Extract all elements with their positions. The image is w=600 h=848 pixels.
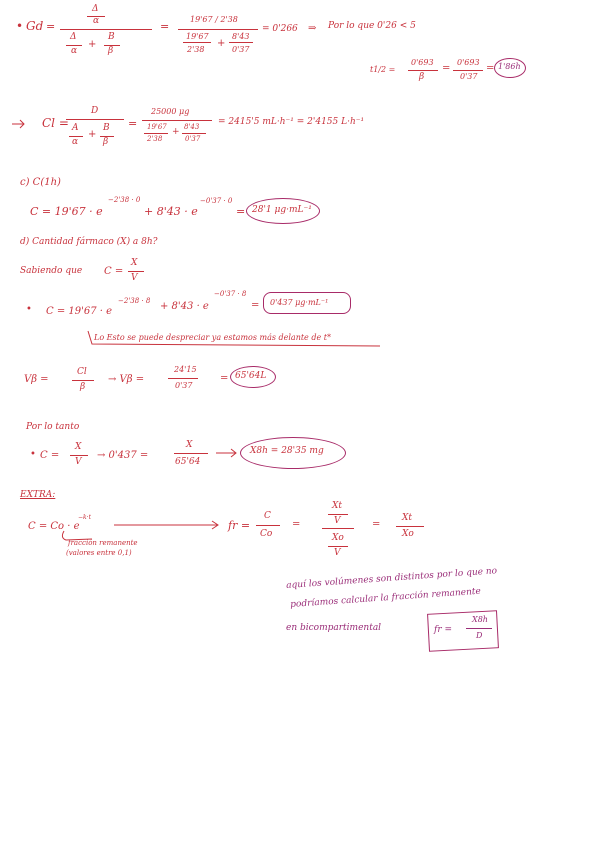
- d-note: Lo Esto se puede despreciar ya estamos más delante de t*: [94, 333, 331, 342]
- xo: Xo: [332, 533, 344, 543]
- vbeta-num2: 24'15: [174, 365, 197, 374]
- cl-label: Cl =: [42, 116, 69, 130]
- delta-top: Δ: [92, 4, 99, 14]
- bullet: •: [26, 304, 32, 315]
- vbeta-equals: =: [220, 373, 229, 384]
- alpha-top: α: [93, 16, 100, 26]
- thalf-label: t1/2 =: [370, 65, 396, 74]
- section-d-heading: d) Cantidad fármaco (X) a 8h?: [20, 237, 158, 247]
- alpha-denominator: α: [72, 137, 79, 147]
- extra-heading: EXTRA:: [20, 490, 56, 500]
- a-numerator: A: [72, 123, 79, 133]
- plus-sign: +: [217, 38, 226, 49]
- plus-sign: +: [172, 127, 180, 137]
- knowing-c: C =: [104, 266, 124, 277]
- bullet: •: [16, 19, 24, 33]
- fr-box-den: D: [476, 631, 483, 640]
- x-numerator: X: [186, 440, 193, 450]
- d-equation-mid: + 8'43 · e: [160, 301, 209, 312]
- b-numerator: 8'43: [184, 123, 200, 131]
- fraction-bar: [328, 514, 348, 515]
- xo-2: Xo: [402, 529, 414, 539]
- a-numerator: 19'67: [186, 32, 209, 41]
- gd-label: Gd: [26, 19, 44, 33]
- equals-sign-3: =: [372, 519, 381, 530]
- extra-exponent: −k·t: [78, 514, 91, 521]
- b-denominator: 0'37: [185, 135, 201, 143]
- fr-box-label: fr =: [434, 625, 453, 635]
- d-exponent-1: −2'38 · 8: [118, 297, 151, 305]
- thalf-den1: β: [419, 72, 425, 82]
- fraction-bar: [396, 526, 424, 527]
- thalf-den2: 0'37: [460, 72, 478, 81]
- plus-sign: +: [88, 129, 97, 140]
- vbeta-num: Cl: [77, 367, 87, 377]
- c2-label: C =: [40, 450, 60, 461]
- beta-right: β: [108, 46, 114, 56]
- d-exponent-2: −0'37 · 8: [214, 290, 247, 298]
- equals-sign: =: [46, 20, 56, 33]
- fraction-bar: [328, 546, 348, 547]
- thalf-num1: 0'693: [411, 58, 434, 67]
- x-result: X8h = 28'35 mg: [250, 446, 324, 456]
- b-denominator: 0'37: [232, 45, 250, 54]
- arrow-expression: → 0'437 =: [97, 450, 149, 461]
- implies-arrow: ⇒: [308, 23, 317, 34]
- b-right: B: [108, 32, 115, 42]
- vbeta-result: 65'64L: [235, 371, 267, 381]
- c-exponent-1: −2'38 · 0: [108, 196, 141, 204]
- fr-box-num: X8h: [472, 615, 488, 624]
- delta-left: Δ: [70, 32, 77, 42]
- equals-sign: =: [442, 63, 451, 74]
- cl-result: = 2415'5 mL·h⁻¹ = 2'4155 L·h⁻¹: [218, 117, 365, 127]
- c-result: 28'1 μg·mL⁻¹: [252, 205, 312, 215]
- extra-under-1: fracción remanente: [68, 539, 138, 547]
- alpha-left: α: [71, 46, 78, 56]
- fraction-bar: [322, 528, 354, 529]
- fraction-bar: [256, 525, 280, 526]
- thalf-result: 1'86h: [498, 62, 521, 71]
- x-denominator: 65'64: [175, 457, 201, 467]
- equals-sign: =: [236, 205, 246, 218]
- vbeta-den2: 0'37: [175, 381, 193, 390]
- d-equation: C = 19'67 · e: [46, 306, 113, 317]
- d-equals: =: [251, 300, 260, 311]
- vbeta-arrow: → Vβ =: [108, 374, 145, 385]
- equals-sign: =: [128, 117, 138, 130]
- a-numerator: 19'67: [147, 123, 167, 131]
- extra-note-3: en bicompartimental: [286, 623, 382, 633]
- fr-co: Co: [260, 529, 273, 539]
- equals-sign: =: [160, 20, 170, 33]
- vbeta-den: β: [80, 382, 86, 392]
- c-equation: C = 19'67 · e: [30, 205, 103, 218]
- v-bottom: V: [334, 548, 341, 558]
- fr-label: fr =: [228, 519, 251, 532]
- ratio-numerator: 19'67 / 2'38: [190, 15, 238, 24]
- knowing-that: Sabiendo que: [20, 266, 83, 276]
- vbeta-label: Vβ =: [24, 374, 49, 385]
- a-denominator: 2'38: [187, 45, 205, 54]
- xt: Xt: [332, 501, 343, 511]
- c-exponent-2: −0'37 · 0: [200, 197, 233, 205]
- thalf-num2: 0'693: [457, 58, 480, 67]
- knowing-v: V: [131, 273, 138, 283]
- d-result: 0'437 μg·mL⁻¹: [270, 298, 329, 307]
- fraction-bar: [466, 628, 492, 629]
- c2-v: V: [75, 457, 82, 467]
- a-denominator: 2'38: [147, 135, 163, 143]
- c2-x: X: [75, 442, 82, 452]
- extra-note-2: podríamos calcular la fracción remanente: [289, 586, 482, 610]
- equals-sign-2: =: [292, 519, 301, 530]
- v-top: V: [334, 516, 341, 526]
- xt-2: Xt: [402, 513, 413, 523]
- fr-c: C: [264, 511, 271, 521]
- b-numerator: B: [103, 123, 110, 133]
- therefore: Por lo tanto: [26, 422, 80, 432]
- c-equation-mid: + 8'43 · e: [144, 205, 198, 218]
- b-numerator: 8'43: [232, 32, 250, 41]
- dose-numerator: 25000 μg: [151, 107, 190, 116]
- bullet: •: [30, 449, 36, 460]
- extra-note-1: aquí los volúmenes son distintos por lo que no: [285, 566, 498, 591]
- extra-equation: C = Co · e: [28, 521, 80, 532]
- knowing-x: X: [131, 258, 138, 268]
- d-numerator: D: [91, 106, 99, 116]
- beta-denominator: β: [103, 137, 109, 147]
- section-c-heading: c) C(1h): [20, 177, 61, 188]
- extra-under-2: (valores entre 0,1): [66, 549, 132, 557]
- plus-sign: +: [88, 39, 97, 50]
- gd-result: = 0'266: [262, 24, 298, 34]
- gd-note: Por lo que 0'26 < 5: [328, 21, 416, 31]
- equals-sign: =: [486, 63, 495, 74]
